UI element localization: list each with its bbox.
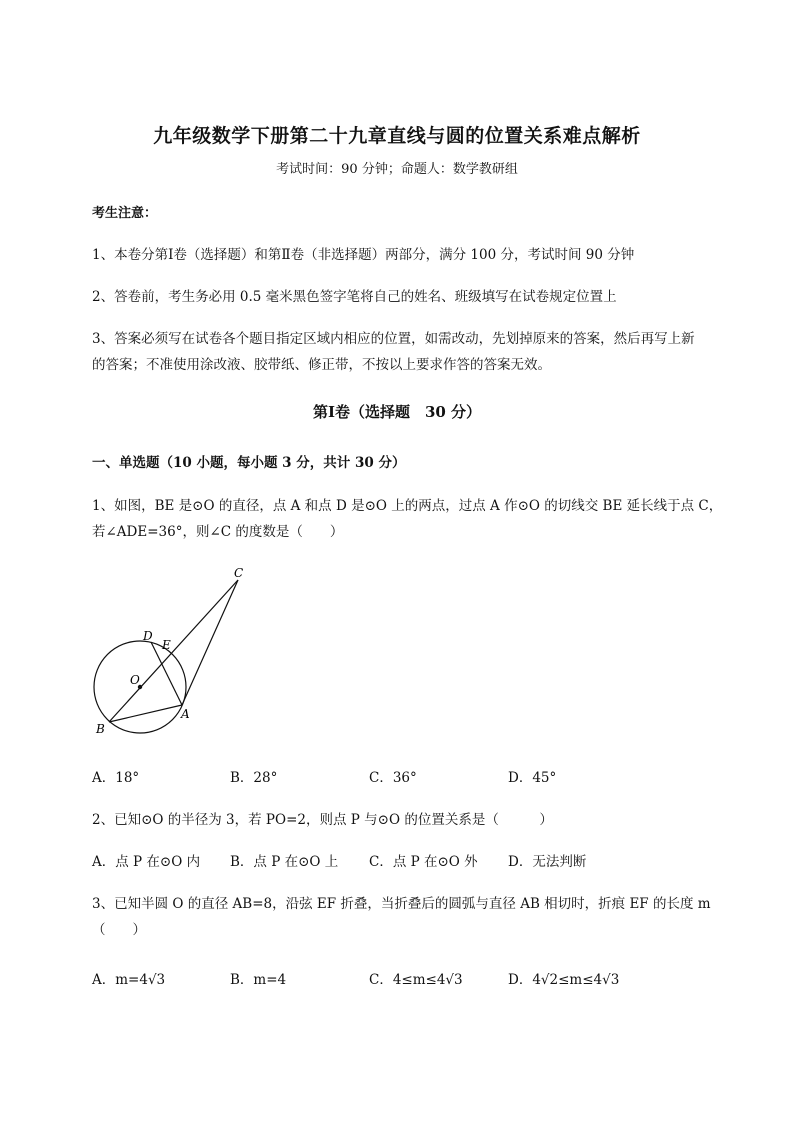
q2-option-c: C．点 P 在⊙O 外 (369, 854, 478, 870)
q2-option-d: D．无法判断 (508, 854, 587, 870)
question-3-line-2: （ ） (92, 922, 146, 938)
part-heading: 一、单选题（10 小题，每小题 3 分，共计 30 分） (92, 455, 406, 471)
label-a: A (181, 707, 190, 721)
chord-ba (109, 705, 182, 722)
tangent-ac (182, 580, 238, 705)
question-2-line-1: 2、已知⊙O 的半径为 3，若 PO=2，则点 P 与⊙O 的位置关系是（ ） (92, 812, 553, 828)
question-3-line-1: 3、已知半圆 O 的直径 AB=8，沿弦 EF 折叠，当折叠后的圆弧与直径 AB 相切时，折痕 EF 的长度 m (92, 896, 711, 912)
exam-info: 考试时间：90 分钟；命题人：数学教研组 (276, 162, 518, 177)
q1-option-a: A．18° (92, 770, 140, 786)
label-e: E (162, 638, 171, 652)
q1-option-c: C．36° (369, 770, 417, 786)
geometry-figure (88, 562, 258, 742)
label-o: O (130, 673, 140, 687)
question-1-line-1: 1、如图，BE 是⊙O 的直径，点 A 和点 D 是⊙O 上的两点，过点 A 作⊙O 的切线交 BE 延长线于点 C， (92, 498, 723, 514)
q2-option-b: B．点 P 在⊙O 上 (230, 854, 339, 870)
notice-item-2: 2、答卷前，考生务必用 0.5 毫米黑色签字笔将自己的姓名、班级填写在试卷规定位置上 (92, 289, 617, 305)
label-b: B (96, 722, 105, 736)
label-d: D (143, 629, 153, 643)
notice-heading: 考生注意： (92, 206, 158, 221)
question-1-line-2: 若∠ADE=36°，则∠C 的度数是（ ） (92, 524, 344, 540)
q3-option-b: B．m=4 (230, 972, 287, 988)
q1-option-b: B．28° (230, 770, 278, 786)
notice-item-3-line-2: 的答案；不准使用涂改液、胶带纸、修正带，不按以上要求作答的答案无效。 (92, 357, 551, 373)
label-c: C (234, 566, 244, 580)
q2-option-a: A．点 P 在⊙O 内 (92, 854, 201, 870)
notice-item-3-line-1: 3、答案必须写在试卷各个题目指定区域内相应的位置，如需改动，先划掉原来的答案，然后再写上新 (92, 331, 695, 347)
q3-option-c: C．4≤m≤4√3 (369, 972, 463, 988)
q3-option-d: D．4√2≤m≤4√3 (508, 972, 620, 988)
q1-option-d: D．45° (508, 770, 557, 786)
section-title: 第Ⅰ卷（选择题 30 分） (312, 403, 482, 421)
q3-option-a: A．m=4√3 (92, 972, 166, 988)
page-title: 九年级数学下册第二十九章直线与圆的位置关系难点解析 (153, 125, 641, 147)
notice-item-1: 1、本卷分第Ⅰ卷（选择题）和第Ⅱ卷（非选择题）两部分，满分 100 分，考试时间 90 分钟 (92, 247, 635, 263)
line-bc (109, 580, 238, 722)
